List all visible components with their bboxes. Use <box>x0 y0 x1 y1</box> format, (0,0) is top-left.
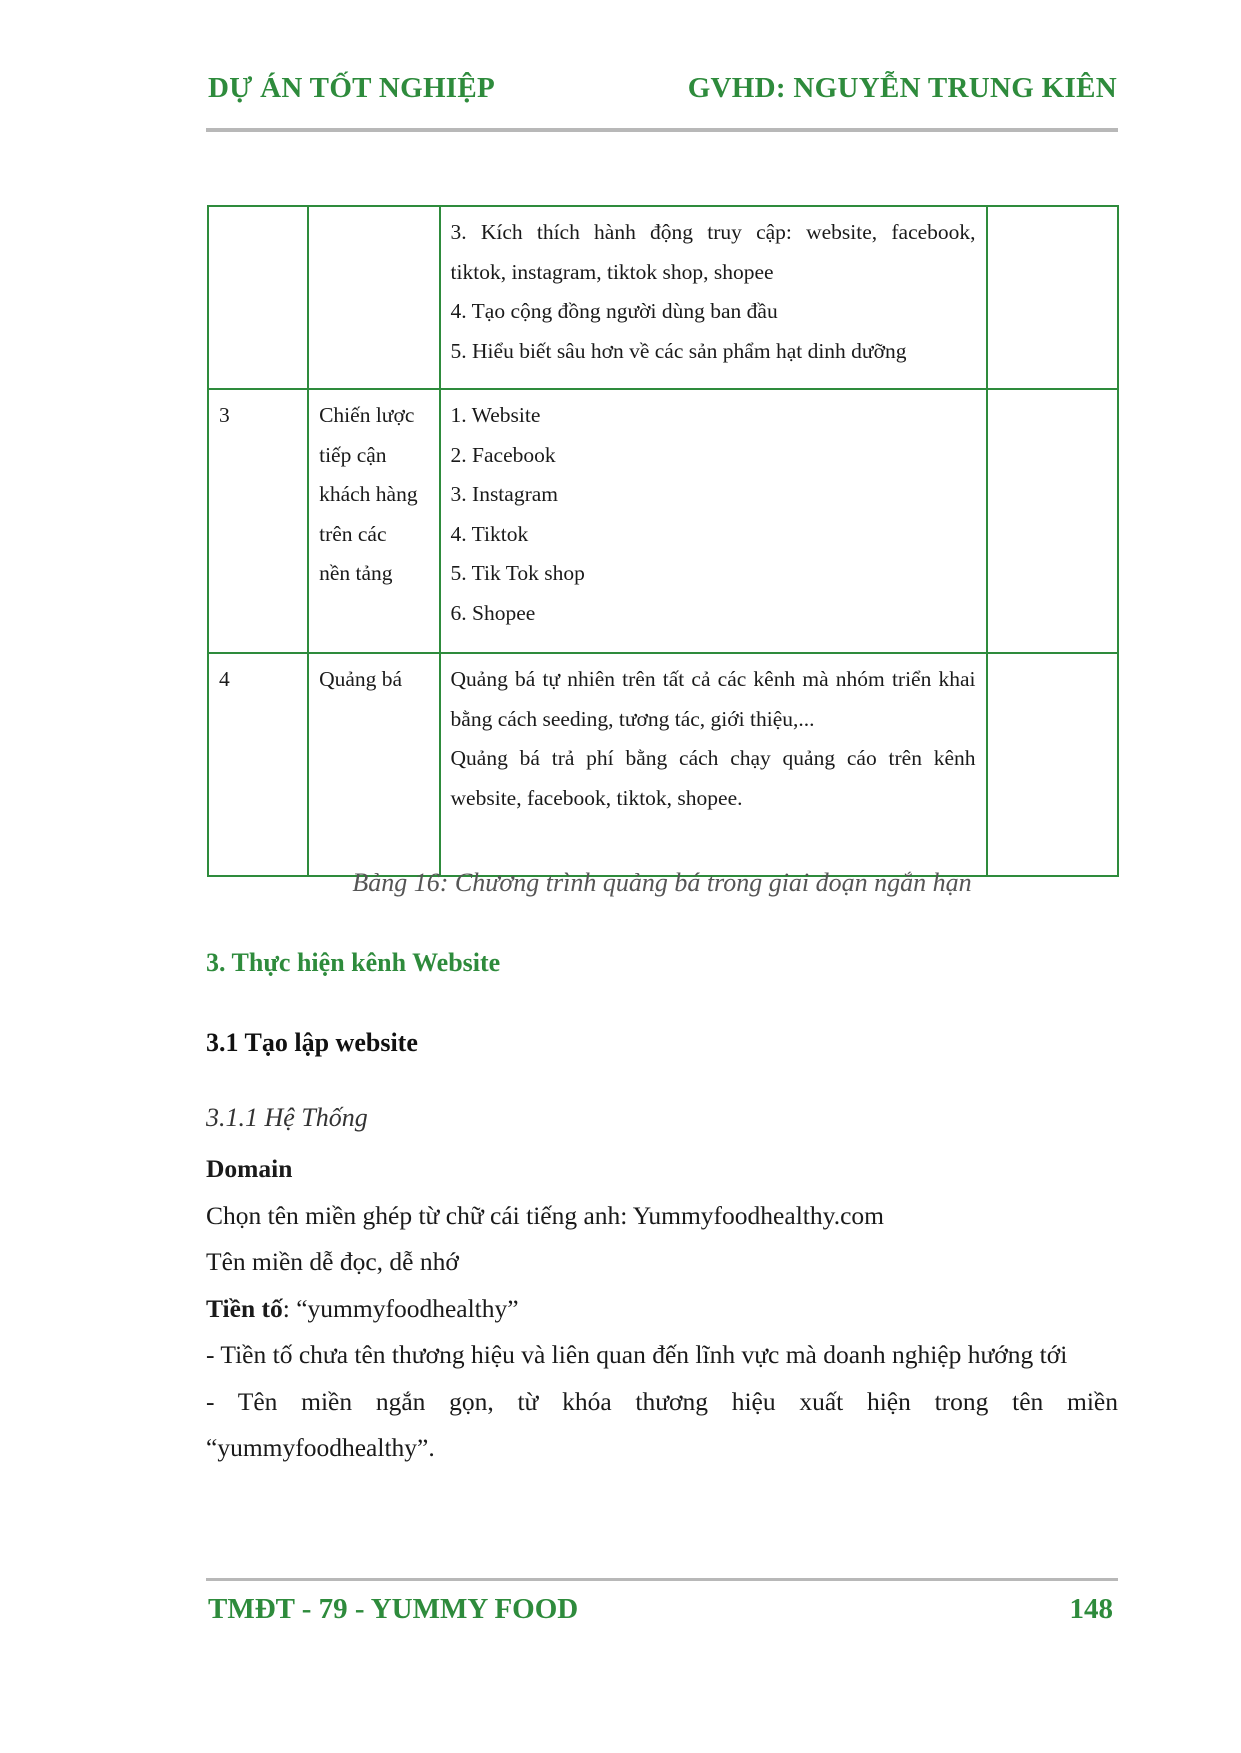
footer-divider <box>206 1578 1118 1581</box>
bullet-line: - Tiền tố chưa tên thương hiệu và liên quan đến lĩnh vực mà doanh nghiệp hướng tới <box>206 1340 1068 1369</box>
cell-line: 4. Tiktok <box>450 521 529 546</box>
bullet-line: - Tên miền ngắn gọn, từ khóa thương hiệu xuất hiện trong tên miền <box>206 1386 1118 1416</box>
cell-line: 5. Tik Tok shop <box>450 561 585 585</box>
table-row <box>208 653 1118 876</box>
prefix-line <box>206 1286 1118 1333</box>
table-row <box>208 206 1118 389</box>
prefix-label: Tiền tố <box>206 1293 283 1323</box>
promotion-program-table <box>207 205 1119 877</box>
body-content <box>206 1146 1118 1472</box>
cell-line: trên các <box>319 521 387 546</box>
cell-line: tiếp cận <box>319 442 387 467</box>
cell-line: Chiến lược <box>319 403 415 427</box>
header-supervisor: GVHD: NGUYỄN TRUNG KIÊN <box>687 72 1117 104</box>
paragraph-line: Chọn tên miền ghép từ chữ cái tiếng anh: Yummyfoodhealthy.com <box>206 1200 884 1230</box>
table-caption: Bảng 16: Chương trình quảng bá trong giai đoạn ngắn hạn <box>352 868 972 897</box>
table-cell-content <box>440 206 987 389</box>
table-cell-content <box>440 653 987 876</box>
cell-line: tiktok, instagram, tiktok shop, shopee <box>450 259 774 284</box>
header-divider <box>206 128 1118 132</box>
table-cell-extra <box>987 389 1118 653</box>
subsubsection-heading: 3.1.1 Hệ Thống <box>206 1103 368 1132</box>
cell-line: 4. Tạo cộng đồng người dùng ban đầu <box>450 299 778 323</box>
section-heading: 3. Thực hiện kênh Website <box>206 948 501 977</box>
table-row <box>208 389 1118 653</box>
cell-line: website, facebook, tiktok, shopee. <box>450 785 743 810</box>
table-cell-content <box>440 389 987 653</box>
table-cell-item <box>308 389 439 653</box>
prefix-value: : “yummyfoodhealthy” <box>282 1293 519 1323</box>
cell-line: 3. Instagram <box>450 482 558 506</box>
table-cell-index <box>208 206 308 389</box>
table-cell-index: 4 <box>208 653 308 876</box>
table-cell-item: Quảng bá <box>308 653 439 876</box>
subsection-heading: 3.1 Tạo lập website <box>206 1028 418 1057</box>
cell-line: 2. Facebook <box>450 442 556 467</box>
bullet-line-continued: “yummyfoodhealthy”. <box>206 1433 435 1462</box>
cell-line: 3. Kích thích hành động truy cập: website, facebook, <box>450 220 976 244</box>
cell-line: 5. Hiểu biết sâu hơn về các sản phẩm hạt dinh dưỡng <box>450 338 907 363</box>
footer-title: TMĐT - 79 - YUMMY FOOD <box>208 1593 579 1625</box>
cell-line: 6. Shopee <box>450 600 536 625</box>
cell-line: khách hàng <box>319 482 418 506</box>
domain-label: Domain <box>206 1154 293 1183</box>
cell-line: 1. Website <box>450 403 541 427</box>
cell-line: nền tảng <box>319 561 393 585</box>
table-cell-index: 3 <box>208 389 308 653</box>
page-number: 148 <box>1069 1593 1113 1625</box>
cell-line: bằng cách seeding, tương tác, giới thiệu,... <box>450 706 815 731</box>
header-project-title: DỰ ÁN TỐT NGHIỆP <box>208 72 496 104</box>
cell-line: Quảng bá trả phí bằng cách chạy quảng cáo trên kênh <box>450 746 976 770</box>
table-cell-extra <box>987 206 1118 389</box>
table-cell-item <box>308 206 439 389</box>
paragraph-line: Tên miền dễ đọc, dễ nhớ <box>206 1247 459 1276</box>
table-cell-extra <box>987 653 1118 876</box>
cell-line: Quảng bá tự nhiên trên tất cả các kênh mà nhóm triển khai <box>450 667 976 691</box>
